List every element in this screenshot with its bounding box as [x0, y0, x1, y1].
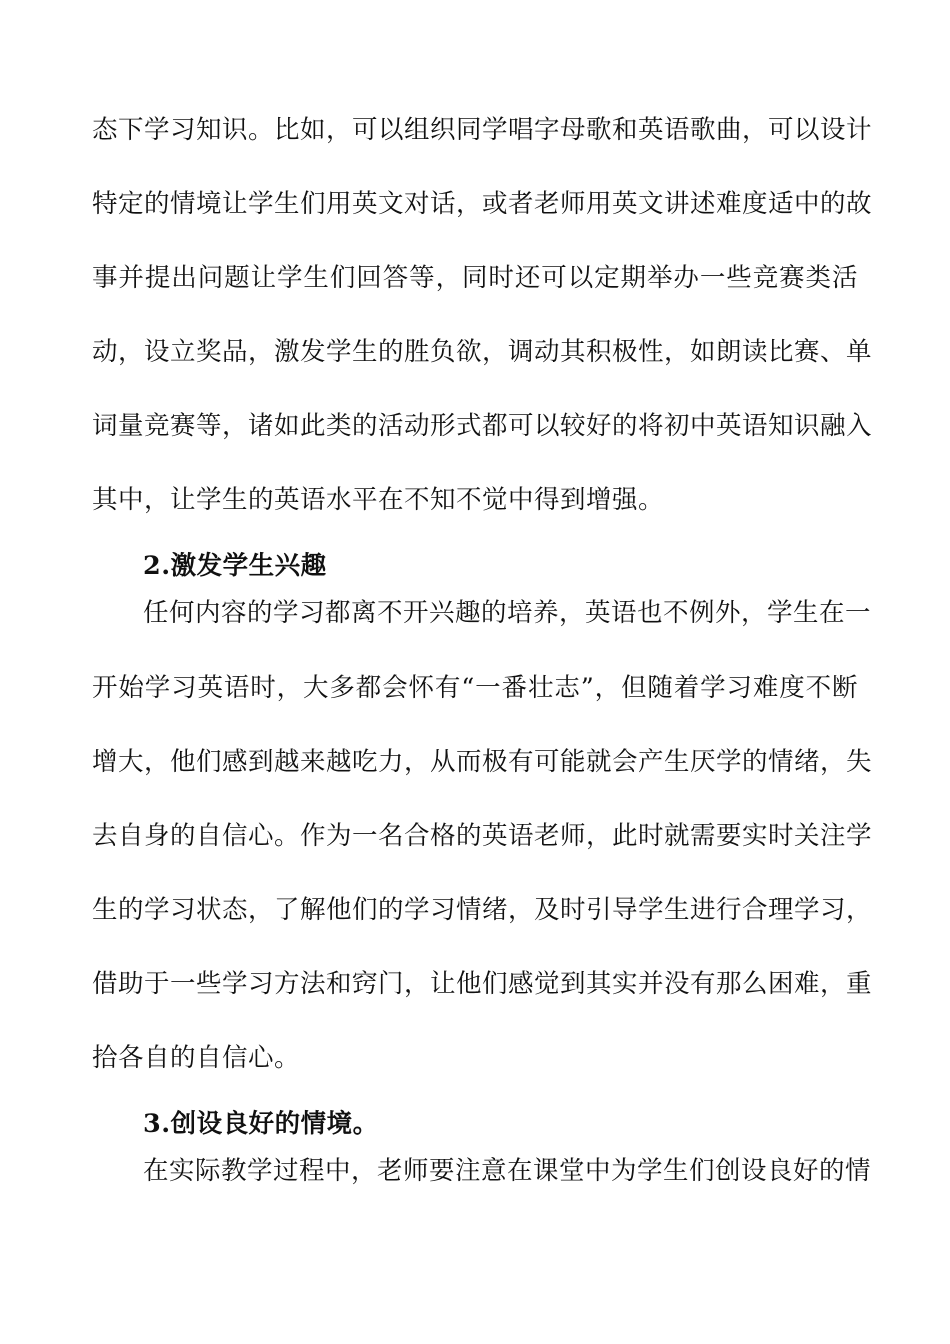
paragraph-line: 开始学习英语时，大多都会怀有“一番壮志”，但随着学习难度不断 — [92, 673, 858, 703]
paragraph-line: 动，设立奖品，激发学生的胜负欲，调动其积极性，如朗读比赛、单 — [92, 337, 873, 367]
paragraph-line: 生的学习状态，了解他们的学习情绪，及时引导学生进行合理学习， — [92, 895, 873, 925]
paragraph-line: 其中，让学生的英语水平在不知不觉中得到增强。 — [92, 485, 665, 515]
paragraph-line: 特定的情境让学生们用英文对话，或者老师用英文讲述难度适中的故 — [92, 189, 873, 219]
paragraph-line: 事并提出问题让学生们回答等，同时还可以定期举办一些竞赛类活 — [92, 263, 858, 293]
paragraph-line: 拾各自的自信心。 — [92, 1043, 301, 1073]
paragraph-line: 去自身的自信心。作为一名合格的英语老师，此时就需要实时关注学 — [92, 821, 873, 851]
paragraph-line: 在实际教学过程中，老师要注意在课堂中为学生们创设良好的情 — [143, 1156, 872, 1186]
paragraph-line: 态下学习知识。比如，可以组织同学唱字母歌和英语歌曲，可以设计 — [92, 115, 873, 145]
section-heading: 3.创设良好的情境。 — [143, 1109, 379, 1139]
paragraph-line: 词量竞赛等，诸如此类的活动形式都可以较好的将初中英语知识融入 — [92, 411, 873, 441]
paragraph-line: 任何内容的学习都离不开兴趣的培养，英语也不例外，学生在一 — [143, 598, 872, 628]
section-heading: 2.激发学生兴趣 — [143, 551, 327, 581]
paragraph-line: 借助于一些学习方法和窍门，让他们感觉到其实并没有那么困难，重 — [92, 969, 873, 999]
paragraph-line: 增大，他们感到越来越吃力，从而极有可能就会产生厌学的情绪，失 — [92, 747, 873, 777]
